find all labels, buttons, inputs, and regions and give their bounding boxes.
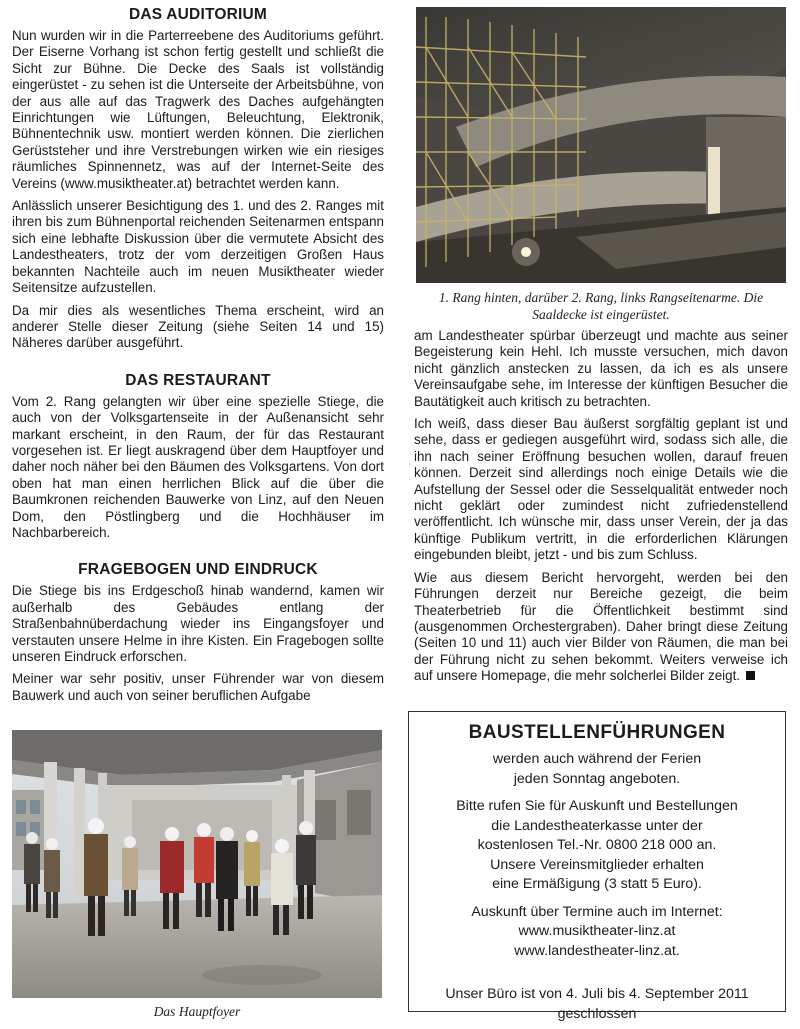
restaurant-heading: DAS RESTAURANT	[125, 371, 271, 389]
fragebogen-paragraph: Meiner war sehr positiv, unser Führender war von diesem Bauwerk und auch von seiner beruflichen Aufgabe	[12, 671, 384, 703]
right-paragraph-text: Wie aus diesem Bericht hervorgeht, werden bei den Führungen derzeit nur Bereiche gezeigt, die beim Theaterbetrieb für die Öffentlichkeit bestimmt sind (ausgenommen Orchestergraben). Daher bringt diese Zeitung (Seiten 10 und 11) auch vier Bilder von Räumen, die man bei der Führung nicht zu sehen bekommt. Weiters verweise ich auf unsere Homepage, die mehr solcherlei Bilder zeigt.	[414, 569, 788, 684]
box-line: Unsere Vereinsmitglieder erhalten	[490, 856, 704, 873]
rang-caption: 1. Rang hinten, darüber 2. Rang, links Rangseitenarme. Die Saaldecke ist eingerüstet.	[438, 290, 764, 322]
website-musiktheater: www.musiktheater-linz.at	[518, 923, 676, 939]
hauptfoyer-photo	[12, 730, 382, 998]
auditorium-heading: DAS AUDITORIUM	[129, 6, 267, 23]
right-paragraph: Ich weiß, dass dieser Bau äußerst sorgfältig geplant ist und sehe, dass er gediegen ausgeführt wird, sodass sich alle, die ihn nach seiner Eröffnung besuchen wollen, darauf freuen können. Derzeit sind allerdings noch einige Details wie die Aufstellung der Sessel oder die Sesselqualität entweder noch nicht geklärt oder zumindest nicht zufriedenstellend veröffentlicht. Ich wünsche mir, dass unser Verein, der ja das künftige Publikum vertritt, in die erforderlichen Klärungen eingebunden bleibt, jetzt - und bis zum Schluss.	[414, 416, 788, 563]
box-line: kostenlosen Tel.-Nr. 0800 218 000 an.	[477, 837, 717, 853]
baustellenfuehrungen-box	[408, 711, 786, 1022]
box-title: BAUSTELLENFÜHRUNGEN	[468, 722, 726, 743]
hauptfoyer-caption: Das Hauptfoyer	[153, 1004, 241, 1019]
box-line: Auskunft über Termine auch im Internet:	[471, 903, 723, 920]
right-paragraph-last	[414, 570, 788, 685]
auditorium-paragraph: Da mir dies als wesentliches Thema erscheint, wird an anderer Stelle dieser Zeitung (siehe Seiten 14 und 15) Näheres darüber ausgeführt.	[12, 302, 384, 351]
fragebogen-paragraph: Die Stiege bis ins Erdgeschoß hinab wandernd, kamen wir außerhalb des Gebäudes entlang der Straßenbahnüberdachung wieder ins Eingangsfoyer und verstauten unsere Helme in ihre Kisten. Ein Fragebogen sollte unseren Eindruck erforschen.	[12, 583, 384, 664]
box-line: werden auch während der Ferien	[492, 751, 702, 767]
auditorium-paragraph: Nun wurden wir in die Parterreebene des Auditoriums geführt. Der Eiserne Vorhang ist schon fertig gestellt und schließt die Sicht zur Bühne. Die Decke des Saals ist vollständig eingerüstet - zu sehen ist die Unterseite der Arbeitsbühne, von der aus alle auf das Tragwerk des Daches aufgehängten Einrichtungen wie Lüftungen, Beleuchtung, Elektronik, Bühnentechnik usw. montiert werden können. Die zierlichen Gerüststeher und ihre Verstrebungen wirken wie ein riesiges räumliches Spinnennetz, was auf der Internet-Seite des Vereins (www.musiktheater.at) betrachtet werden kann.	[12, 28, 384, 191]
box-line: Bitte rufen Sie für Auskunft und Bestellungen	[456, 798, 738, 814]
right-column	[414, 328, 788, 691]
website-landestheater: www.landestheater-linz.at.	[514, 942, 680, 959]
box-line: eine Ermäßigung (3 statt 5 Euro).	[492, 876, 702, 892]
box-line: jeden Sonntag angeboten.	[513, 770, 681, 787]
box-line: Unser Büro ist von 4. Juli bis 4. September 2011	[445, 986, 749, 1002]
fragebogen-heading: FRAGEBOGEN UND EINDRUCK	[78, 561, 318, 579]
box-line: geschlossen	[557, 1005, 637, 1022]
rang-photo	[416, 7, 786, 283]
box-line: die Landestheaterkasse unter der	[491, 817, 703, 834]
auditorium-paragraph: Anlässlich unserer Besichtigung des 1. und des 2. Ranges mit ihren bis zum Bühnenportal reichenden Seitenarmen entspann sich eine lebhafte Diskussion über die vermutete Absicht des Landestheaters, trotz der vom derzeitigen Großen Haus bekannten Nachteile auch im neuen Musiktheater wieder Seitensitze aufzustellen.	[12, 198, 384, 296]
right-paragraph: am Landestheater spürbar überzeugt und machte aus seiner Begeisterung kein Hehl. Ich musste versuchen, mich davon nicht gänzlich anstecken zu lassen, da ich es als unsere Vereinsaufgabe sehe, im Interesse der künftigen Besucher die Bautätigkeit auch kritisch zu betrachten.	[414, 328, 788, 409]
end-mark-icon	[746, 671, 755, 680]
restaurant-paragraph: Vom 2. Rang gelangten wir über eine spezielle Stiege, die auch von der Volksgartenseite in der Außenansicht sehr markant erscheint, in den Raum, der für das Restaurant vorgesehen ist. Er liegt auskragend über dem Hauptfoyer und daher noch näher bei den Bäumen des Volksgartens. Von dort oben hat man einen herrlichen Blick auf die über die Baumkronen reichenden Bauwerke von Linz, auf den Neuen Dom, den Pöstlingberg und die Hochhäuser im Nachbarbereich.	[12, 393, 384, 540]
left-column	[12, 0, 384, 710]
